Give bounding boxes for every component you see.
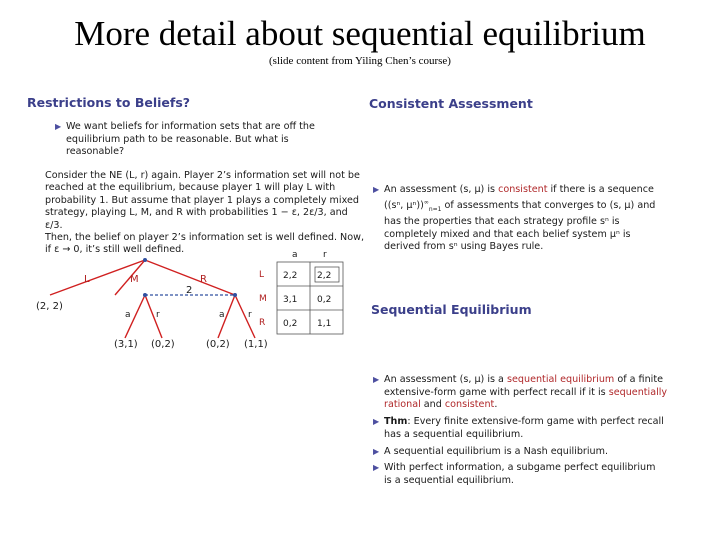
def-line: ((sⁿ, $\mu^n))^\infty_{n=1}$ of assessments that converges to (s, μ) and: [384, 198, 656, 213]
restrictions-heading: Restrictions to Beliefs?: [27, 95, 191, 110]
para-line: strategy, playing L, M, and R with probabilities 1 − ε, 2ε/3, and ε/3.: [45, 207, 348, 231]
root-node: [143, 258, 147, 262]
move-label-M: M: [130, 274, 139, 285]
action-r-right: r: [248, 310, 252, 320]
slide-title: More detail about sequential equilibrium: [74, 14, 646, 53]
seq-line: An assessment (s, μ) is a sequential equilibrium of a finite: [384, 374, 664, 385]
game-tree: [30, 250, 270, 350]
payoff-R-r: (1,1): [244, 339, 268, 350]
payoff-M-r: (0,2): [151, 339, 175, 350]
matrix-row-L: L: [259, 270, 265, 280]
move-label-R: R: [200, 274, 207, 285]
consistent-definition: [373, 184, 704, 254]
consistent-assessment-heading: Consistent Assessment: [369, 96, 533, 111]
seq-line: has a sequential equilibrium.: [384, 428, 524, 440]
seq-line: With perfect information, a subgame perfect equilibrium: [384, 462, 656, 473]
matrix-cell: 0,2: [317, 295, 332, 305]
seq-bullet-4: [373, 462, 704, 487]
bullet-line: reasonable?: [66, 146, 125, 158]
def-line: derived from sⁿ using Bayes rule.: [384, 241, 544, 253]
ne-discussion-paragraph: [45, 170, 365, 257]
action-a-left: a: [125, 310, 131, 320]
bullet-triangle-icon: ▶: [373, 447, 380, 456]
consistent-term: consistent: [498, 184, 548, 195]
action-a-right: a: [219, 310, 225, 320]
bullet-triangle-icon: ▶: [373, 185, 380, 194]
bullet-triangle-icon: ▶: [55, 122, 62, 131]
matrix-col-r: r: [323, 250, 327, 260]
sequential-equilibrium-heading: Sequential Equilibrium: [371, 302, 532, 317]
para-line: if ε → 0, it’s still well defined.: [45, 244, 185, 256]
def-line: completely mixed and that each belief system μⁿ is: [384, 228, 631, 240]
matrix-row-M: M: [259, 294, 267, 304]
def-line: has the properties that each strategy profile sⁿ is: [384, 216, 620, 228]
payoff-M-a: (3,1): [114, 339, 138, 350]
para-line: Consider the NE (L, r) again. Player 2’s information set will not be: [45, 170, 360, 181]
matrix-cell: 2,2: [283, 271, 298, 281]
def-line: An assessment (s, μ) is consistent if there is a sequence: [384, 184, 654, 195]
terminal-L-payoff: (2, 2): [36, 301, 63, 312]
move-label-L: L: [84, 274, 90, 285]
seq-line: extensive-form game with perfect recall if it is sequentially: [384, 386, 668, 398]
slide-subtitle: (slide content from Yiling Chen’s course): [269, 55, 451, 67]
matrix-row-R: R: [259, 318, 266, 328]
player2-label: 2: [186, 285, 193, 296]
seq-line: rational and consistent.: [384, 399, 498, 411]
tree-edge-r-right: [235, 295, 255, 338]
bullet-triangle-icon: ▶: [373, 375, 380, 384]
seq-line: is a sequential equilibrium.: [384, 474, 514, 486]
matrix-col-a: a: [292, 250, 298, 260]
seq-bullet-3: [373, 446, 704, 459]
para-line: reached at the equilibrium, because player 1 will play L with: [45, 182, 336, 194]
seq-line: A sequential equilibrium is a Nash equilibrium.: [384, 446, 609, 457]
bullet-triangle-icon: ▶: [373, 417, 380, 426]
bullet-line: We want beliefs for information sets that are off the: [66, 121, 315, 132]
seq-bullet-1: [373, 374, 704, 412]
matrix-cell: 3,1: [283, 295, 298, 305]
para-line: probability 1. But assume that player 1 plays a completely mixed: [45, 194, 359, 206]
bullet-line: equilibrium path to be reasonable. But what is: [66, 133, 289, 145]
matrix-cell: 1,1: [317, 319, 332, 329]
bullet-triangle-icon: ▶: [373, 463, 380, 472]
seq-bullet-2: [373, 416, 704, 441]
p2-node-right: [233, 293, 237, 297]
matrix-cell: 0,2: [283, 319, 298, 329]
action-r-left: r: [156, 310, 160, 320]
seq-line: Thm: Every finite extensive-form game with perfect recall: [384, 416, 664, 427]
payoff-R-a: (0,2): [206, 339, 230, 350]
matrix-cell: 2,2: [317, 271, 332, 281]
p2-node-left: [143, 293, 147, 297]
payoff-matrix: [255, 246, 347, 340]
para-line: Then, the belief on player 2’s information set is well defined. Now,: [45, 232, 365, 244]
bullet-reasonable-beliefs: [55, 121, 356, 159]
